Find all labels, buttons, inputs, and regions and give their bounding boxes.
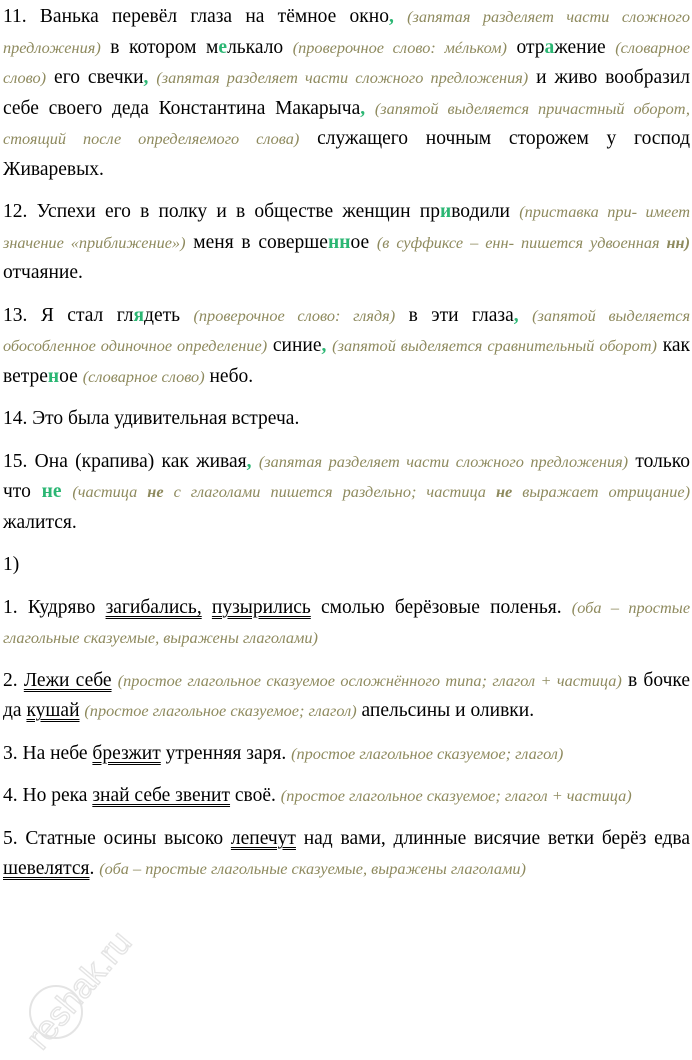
text: только что bbox=[3, 450, 691, 502]
text: 14. Это была удивительная встреча. bbox=[3, 408, 300, 429]
text: 2. bbox=[3, 669, 18, 691]
text: жение bbox=[554, 36, 606, 58]
comment: (оба – простые глагольные сказуемые, выражены глаголами) bbox=[99, 859, 526, 878]
comment-bold: не bbox=[147, 482, 164, 501]
highlighted-letter: я bbox=[133, 304, 145, 326]
text: и живо вообразил себе своего деда Константина Макарыча bbox=[3, 67, 691, 119]
text: 1) bbox=[3, 554, 20, 575]
paragraph-11 bbox=[3, 2, 690, 185]
predicate-underlined: лепечут bbox=[230, 827, 296, 849]
sentence-1 bbox=[3, 593, 690, 654]
comment: (проверочное слово: глядя) bbox=[193, 305, 396, 325]
text: ое bbox=[350, 231, 370, 253]
predicate-underlined: знай себе звенит bbox=[92, 785, 231, 806]
comment: (запятой выделяется сравнительный оборот) bbox=[332, 336, 657, 355]
highlighted-comma: , bbox=[513, 304, 519, 326]
comment: (проверочное слово: мéльком) bbox=[292, 37, 507, 57]
text: небо. bbox=[209, 365, 254, 387]
highlighted-comma: , bbox=[321, 335, 327, 356]
text: как ветре bbox=[3, 335, 690, 387]
text: 13. Я стал гл bbox=[3, 304, 134, 326]
text: . bbox=[89, 858, 95, 879]
comment-bold: не bbox=[495, 482, 513, 501]
comment: (запятой выделяется причастный оборот, стоящий после определяемого слова) bbox=[3, 98, 690, 148]
text: в бочке да bbox=[3, 669, 691, 721]
highlighted-particle: не bbox=[41, 481, 62, 502]
comment-part: (в суффиксе – енн- пишется удвоенная bbox=[376, 232, 660, 252]
predicate-underlined: шевелятся bbox=[3, 858, 90, 879]
comment: (запятая разделяет части сложного предложения) bbox=[156, 68, 529, 87]
comment bbox=[377, 233, 690, 252]
text: смолью берёзовые поленья. bbox=[321, 596, 562, 618]
text: отчаяние. bbox=[3, 262, 83, 283]
text: 11. Ванька перевёл глаза на тёмное окно bbox=[3, 6, 389, 27]
comment bbox=[72, 482, 690, 501]
highlighted-letter: нн bbox=[327, 231, 351, 253]
predicate-underlined: пузырились bbox=[211, 596, 311, 618]
text: его свечки bbox=[54, 67, 144, 88]
highlighted-comma: , bbox=[143, 67, 149, 88]
text: в котором м bbox=[110, 36, 219, 58]
sentence-4 bbox=[3, 781, 690, 812]
watermark-logo bbox=[0, 900, 184, 1060]
predicate-underlined: Лежи себе bbox=[23, 669, 112, 691]
highlighted-letter: н bbox=[47, 365, 60, 387]
comment: (запятая разделяет части сложного предложения) bbox=[3, 7, 690, 57]
section-label bbox=[3, 550, 690, 581]
text: над вами, длинные висячие ветки берёз едва bbox=[303, 827, 690, 849]
text: утренняя заря. bbox=[165, 742, 287, 764]
paragraph-15 bbox=[3, 447, 690, 539]
comment: (оба – простые глагольные сказуемые, выражены глаголами) bbox=[3, 597, 691, 647]
highlighted-comma: , bbox=[360, 97, 366, 119]
highlighted-letter: а bbox=[544, 36, 555, 58]
comment: (запятой выделяется обособленное одиночное определение) bbox=[3, 305, 691, 355]
sentence-2 bbox=[3, 666, 690, 727]
text: лькало bbox=[227, 36, 284, 58]
comment: (простое глагольное сказуемое; глагол) bbox=[291, 743, 564, 763]
text: меня в соверше bbox=[193, 231, 328, 253]
text: 1. Кудряво bbox=[3, 596, 96, 618]
comment: (запятая разделяет части сложного предложения) bbox=[258, 451, 629, 471]
text: жалится. bbox=[3, 511, 77, 533]
text: 15. Она (крапива) как живая bbox=[3, 450, 247, 472]
text: служащего ночным сторожем у господ Живаревых. bbox=[3, 128, 690, 180]
comment: (простое глагольное сказуемое; глагол) bbox=[84, 701, 357, 720]
text: 12. Успехи его в полку и в обществе женщин пр bbox=[3, 201, 440, 222]
comment: (простое глагольное сказуемое; глагол + частица) bbox=[280, 786, 632, 805]
comment-part: (частица bbox=[72, 482, 138, 501]
predicate-underlined: загибались, bbox=[105, 596, 202, 618]
text: в эти глаза bbox=[408, 304, 514, 326]
paragraph-14 bbox=[3, 404, 690, 435]
text: своё. bbox=[234, 785, 276, 806]
predicate-underlined: брезжит bbox=[92, 742, 161, 764]
paragraph-12 bbox=[3, 197, 690, 289]
comment: (словарное слово) bbox=[82, 366, 205, 386]
text: 3. На небе bbox=[3, 742, 88, 764]
text: отр bbox=[516, 36, 545, 58]
sentence-5 bbox=[3, 824, 690, 885]
comment: (простое глагольное сказуемое осложнённого типа; глагол + частица) bbox=[117, 670, 622, 690]
highlighted-letter: и bbox=[439, 201, 452, 222]
predicate-underlined: кушай bbox=[26, 700, 80, 721]
text: синие bbox=[272, 335, 322, 356]
comment: (словарное слово) bbox=[3, 37, 691, 87]
text: 5. Статные осины высоко bbox=[3, 827, 224, 849]
highlighted-comma: , bbox=[246, 450, 252, 472]
highlighted-comma: , bbox=[388, 6, 394, 27]
text: 4. Но река bbox=[3, 785, 88, 806]
sentence-3 bbox=[3, 739, 690, 770]
comment: (приставка при- имеет значение «приближение») bbox=[3, 202, 690, 252]
watermark-text: reshak.ru bbox=[19, 923, 140, 1057]
text: ое bbox=[59, 365, 78, 387]
comment-part: выражает отрицание) bbox=[522, 482, 690, 501]
comment-bold: нн) bbox=[666, 232, 690, 252]
highlighted-letter: е bbox=[218, 36, 228, 58]
comment-part: с глаголами пишется раздельно; частица bbox=[173, 482, 486, 501]
text: деть bbox=[144, 304, 181, 326]
paragraph-13 bbox=[3, 301, 690, 393]
text: апельсины и оливки. bbox=[361, 700, 535, 721]
text: водили bbox=[451, 201, 510, 222]
